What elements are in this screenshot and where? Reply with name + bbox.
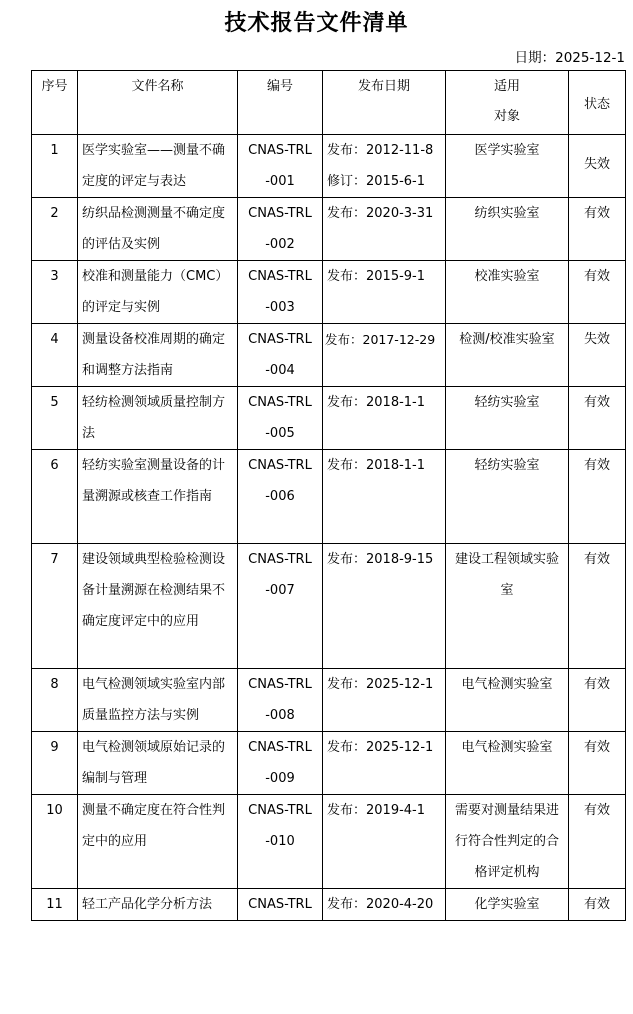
header-scope-line2: 对象	[493, 109, 520, 124]
cell-code: CNAS-TRL -002	[238, 198, 323, 261]
header-scope	[446, 71, 569, 135]
table-row	[32, 198, 626, 261]
cell-release: 发布：2012-11-8 修订：2015-6-1	[323, 135, 446, 198]
cell-name: 测量不确定度在符合性判定中的应用	[78, 795, 238, 889]
cell-code: CNAS-TRL	[238, 889, 323, 921]
table-row	[32, 544, 626, 669]
cell-no: 10	[32, 795, 78, 889]
cell-status: 失效	[569, 135, 626, 198]
cell-no: 7	[32, 544, 78, 669]
cell-code: CNAS-TRL -009	[238, 732, 323, 795]
cell-code: CNAS-TRL -001	[238, 135, 323, 198]
cell-name: 电气检测领域原始记录的编制与管理	[78, 732, 238, 795]
cell-status: 有效	[569, 261, 626, 324]
technical-report-table	[31, 70, 626, 921]
header-scope-line1: 适用	[493, 79, 520, 94]
cell-status: 有效	[569, 450, 626, 544]
cell-name: 轻工产品化学分析方法	[78, 889, 238, 921]
cell-scope: 电气检测实验室	[446, 732, 569, 795]
table-row	[32, 261, 626, 324]
header-code: 编号	[238, 71, 323, 135]
cell-status: 有效	[569, 198, 626, 261]
cell-code: CNAS-TRL -004	[238, 324, 323, 387]
cell-status: 有效	[569, 732, 626, 795]
cell-scope: 纺织实验室	[446, 198, 569, 261]
header-status: 状态	[569, 71, 626, 135]
cell-no: 8	[32, 669, 78, 732]
cell-name: 轻纺检测领域质量控制方法	[78, 387, 238, 450]
header-release: 发布日期	[323, 71, 446, 135]
cell-code: CNAS-TRL -007	[238, 544, 323, 669]
cell-release: 发布：2017-12-29	[323, 324, 446, 387]
document-date	[515, 46, 625, 66]
cell-name: 建设领域典型检验检测设备计量溯源在检测结果不确定度评定中的应用	[78, 544, 238, 669]
date-label: 日期：	[514, 50, 556, 66]
cell-status: 有效	[569, 387, 626, 450]
cell-no: 3	[32, 261, 78, 324]
cell-code: CNAS-TRL -005	[238, 387, 323, 450]
cell-code: CNAS-TRL -008	[238, 669, 323, 732]
cell-name: 医学实验室——测量不确定度的评定与表达	[78, 135, 238, 198]
cell-scope: 建设工程领域实验室	[446, 544, 569, 669]
cell-release: 发布：2019-4-1	[323, 795, 446, 889]
table-row	[32, 135, 626, 198]
cell-name: 测量设备校准周期的确定和调整方法指南	[78, 324, 238, 387]
cell-scope: 检测/校准实验室	[446, 324, 569, 387]
header-name: 文件名称	[78, 71, 238, 135]
cell-scope: 轻纺实验室	[446, 450, 569, 544]
table-row	[32, 450, 626, 544]
table-row	[32, 324, 626, 387]
cell-scope: 轻纺实验室	[446, 387, 569, 450]
table-header-row	[32, 71, 626, 135]
cell-status: 有效	[569, 669, 626, 732]
cell-code: CNAS-TRL -003	[238, 261, 323, 324]
cell-name: 纺织品检测测量不确定度的评估及实例	[78, 198, 238, 261]
cell-status: 有效	[569, 889, 626, 921]
cell-no: 1	[32, 135, 78, 198]
cell-release: 发布：2015-9-1	[323, 261, 446, 324]
table-row	[32, 889, 626, 921]
table-row	[32, 669, 626, 732]
cell-release: 发布：2020-4-20	[323, 889, 446, 921]
cell-scope: 化学实验室	[446, 889, 569, 921]
cell-release: 发布：2025-12-1	[323, 669, 446, 732]
cell-code: CNAS-TRL -006	[238, 450, 323, 544]
cell-code: CNAS-TRL -010	[238, 795, 323, 889]
cell-scope: 电气检测实验室	[446, 669, 569, 732]
cell-scope: 校准实验室	[446, 261, 569, 324]
cell-release: 发布：2018-1-1	[323, 450, 446, 544]
cell-scope: 医学实验室	[446, 135, 569, 198]
cell-no: 4	[32, 324, 78, 387]
date-value: 2025-12-1	[555, 50, 625, 66]
cell-no: 2	[32, 198, 78, 261]
cell-status: 有效	[569, 795, 626, 889]
cell-name: 校准和测量能力（CMC）的评定与实例	[78, 261, 238, 324]
cell-no: 6	[32, 450, 78, 544]
cell-scope: 需要对测量结果进行符合性判定的合格评定机构	[446, 795, 569, 889]
table-row	[32, 732, 626, 795]
cell-release: 发布：2018-9-15	[323, 544, 446, 669]
cell-release: 发布：2025-12-1	[323, 732, 446, 795]
cell-name: 电气检测领域实验室内部质量监控方法与实例	[78, 669, 238, 732]
table-row	[32, 387, 626, 450]
cell-status: 失效	[569, 324, 626, 387]
cell-release: 发布：2020-3-31	[323, 198, 446, 261]
cell-release: 发布：2018-1-1	[323, 387, 446, 450]
header-no: 序号	[32, 71, 78, 135]
document-title: 技术报告文件清单	[224, 11, 409, 36]
cell-no: 9	[32, 732, 78, 795]
cell-no: 11	[32, 889, 78, 921]
cell-status: 有效	[569, 544, 626, 669]
cell-no: 5	[32, 387, 78, 450]
cell-name: 轻纺实验室测量设备的计量溯源或核查工作指南	[78, 450, 238, 544]
table-row	[32, 795, 626, 889]
